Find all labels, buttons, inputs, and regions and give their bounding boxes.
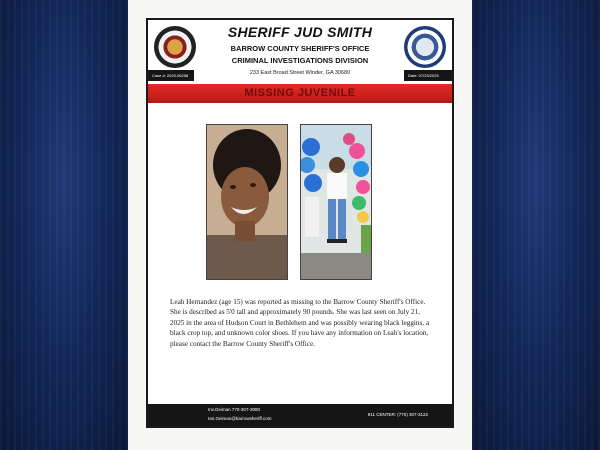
missing-juvenile-banner: MISSING JUVENILE	[148, 84, 452, 103]
office-name: BARROW COUNTY SHERIFF'S OFFICE	[230, 44, 370, 53]
background-right	[472, 0, 600, 450]
description-paragraph: Leah Hernandez (age 15) was reported as missing to the Barrow County Sheriff's Office. She is described as 5'0 tall and approximately 90 pounds. She was last seen on July 21, 2025 in the area of Hudson Court in Bethlehem and was possibly wearing black leggins, a black crop top, and unknown color shoes. If you have any information on Leah's location, please contact the Barrow County Sheriff's Office.	[170, 298, 430, 348]
contact-footer	[148, 404, 452, 426]
dispatch-phone: 911 CENTER: (770) 307-3122	[367, 412, 428, 417]
portrait-photo-illustration	[207, 125, 288, 280]
investigator-email: Ian.Geiman@barrowsheriff.com	[208, 416, 272, 421]
flyer-frame	[146, 18, 454, 428]
portrait-photo	[206, 124, 288, 280]
background-left	[0, 0, 128, 450]
date-tag: Date: 07/23/2025	[404, 70, 452, 81]
case-number-tag: Case #: 2025-06258	[148, 70, 194, 81]
sheriff-name-title: SHERIFF JUD SMITH	[227, 24, 373, 40]
division-name: CRIMINAL INVESTIGATIONS DIVISION	[231, 56, 369, 65]
full-body-photo-illustration	[301, 125, 372, 280]
investigator-phone: Inv.Geiman 770-307-3080	[208, 407, 260, 412]
office-address: 233 East Broad Street Winder, GA 30680	[249, 70, 351, 76]
flyer-page	[128, 0, 472, 450]
full-body-photo	[300, 124, 372, 280]
